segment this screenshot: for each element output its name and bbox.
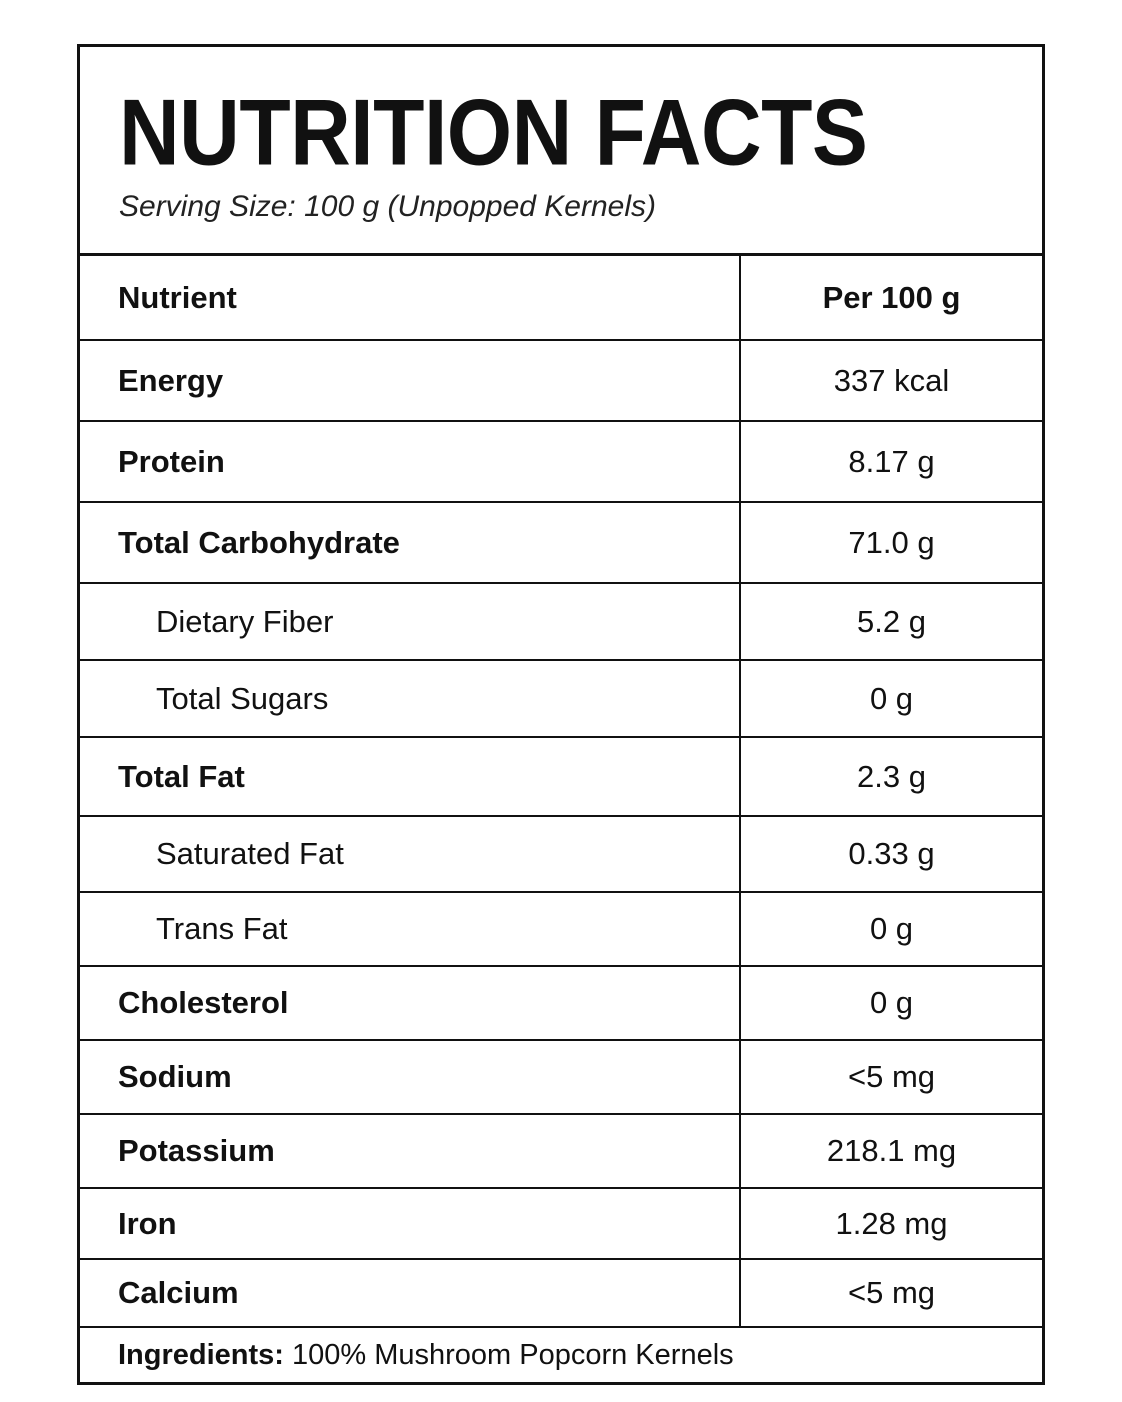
table-row xyxy=(80,1259,1042,1327)
table-row xyxy=(80,421,1042,502)
serving-size: Serving Size: 100 g (Unpopped Kernels) xyxy=(119,190,656,223)
table-row xyxy=(80,660,1042,737)
column-header-nutrient: Nutrient xyxy=(80,256,740,340)
nutrient-name: Total Sugars xyxy=(80,660,740,737)
ingredients-text: 100% Mushroom Popcorn Kernels xyxy=(291,1338,734,1371)
nutrient-value: 218.1 mg xyxy=(740,1114,1042,1188)
nutrient-name: Total Carbohydrate xyxy=(80,502,740,583)
table-header-row xyxy=(80,256,1042,340)
table-row xyxy=(80,1188,1042,1259)
nutrient-value: 1.28 mg xyxy=(740,1188,1042,1259)
nutrient-value: 0 g xyxy=(740,966,1042,1040)
label-header xyxy=(80,47,1042,256)
nutrient-value: <5 mg xyxy=(740,1259,1042,1327)
nutrient-value: 5.2 g xyxy=(740,583,1042,660)
table-row xyxy=(80,966,1042,1040)
nutrient-value: 337 kcal xyxy=(740,340,1042,421)
table-row xyxy=(80,1114,1042,1188)
nutrient-name: Dietary Fiber xyxy=(80,583,740,660)
table-row xyxy=(80,737,1042,816)
nutrient-name: Trans Fat xyxy=(80,892,740,966)
table-row xyxy=(80,1040,1042,1114)
nutrient-value: <5 mg xyxy=(740,1040,1042,1114)
nutrient-table xyxy=(80,256,1042,1328)
nutrition-facts-label xyxy=(77,44,1045,1385)
nutrient-name: Potassium xyxy=(80,1114,740,1188)
nutrient-value: 0 g xyxy=(740,892,1042,966)
nutrient-name: Total Fat xyxy=(80,737,740,816)
nutrient-name: Cholesterol xyxy=(80,966,740,1040)
table-row xyxy=(80,892,1042,966)
table-row xyxy=(80,583,1042,660)
nutrient-value: 71.0 g xyxy=(740,502,1042,583)
nutrient-name: Calcium xyxy=(80,1259,740,1327)
nutrient-name: Energy xyxy=(80,340,740,421)
nutrient-name: Saturated Fat xyxy=(80,816,740,892)
nutrient-value: 2.3 g xyxy=(740,737,1042,816)
table-row xyxy=(80,816,1042,892)
ingredients-footer xyxy=(80,1328,1042,1382)
table-row xyxy=(80,340,1042,421)
nutrient-value: 0.33 g xyxy=(740,816,1042,892)
ingredients-label: Ingredients: xyxy=(118,1338,284,1371)
table-row xyxy=(80,502,1042,583)
nutrient-value: 0 g xyxy=(740,660,1042,737)
nutrient-name: Sodium xyxy=(80,1040,740,1114)
column-header-amount: Per 100 g xyxy=(740,256,1042,340)
label-title: NUTRITION FACTS xyxy=(119,79,868,185)
nutrient-value: 8.17 g xyxy=(740,421,1042,502)
nutrient-name: Protein xyxy=(80,421,740,502)
nutrient-name: Iron xyxy=(80,1188,740,1259)
